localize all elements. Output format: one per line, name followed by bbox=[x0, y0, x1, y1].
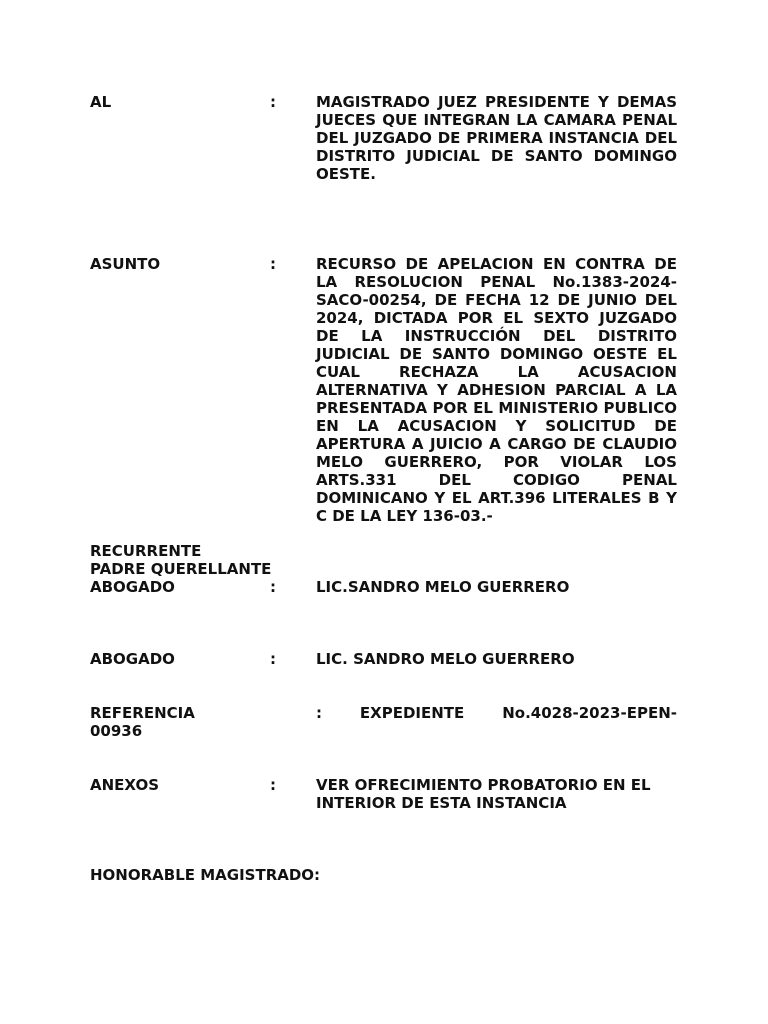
referencia-colon: : bbox=[316, 704, 322, 722]
abogado-2-label: ABOGADO bbox=[90, 650, 175, 668]
anexos-colon: : bbox=[270, 776, 276, 794]
referencia-continuation: 00936 bbox=[90, 722, 143, 740]
asunto-label: ASUNTO bbox=[90, 255, 161, 273]
abogado-2-colon: : bbox=[270, 650, 276, 668]
asunto-value: RECURSO DE APELACION EN CONTRA DE LA RESOLUCION PENAL No.1383-2024-SACO-00254, DE FECHA 12 DE JUNIO DEL 2024, DICTADA POR EL SEXTO JUZGADO DE LA INSTRUCCIÓN DEL DISTRITO JUDICIAL DE SANTO DOMINGO OESTE EL CUAL RECHAZA LA ACUSACION ALTERNATIVA Y ADHESION PARCIAL A LA PRESENTADA POR EL MINISTERIO PUBLICO EN LA ACUSACION Y SOLICITUD DE APERTURA A JUICIO A CARGO DE CLAUDIO MELO GUERRERO, POR VIOLAR LOS ARTS.331 DEL CODIGO PENAL DOMINICANO Y EL ART.396 LITERALES B Y C DE LA LEY 136-03.- bbox=[316, 255, 677, 525]
anexos-value: VER OFRECIMIENTO PROBATORIO EN EL INTERIOR DE ESTA INSTANCIA bbox=[316, 776, 651, 812]
anexos-label: ANEXOS bbox=[90, 776, 159, 794]
abogado-label: ABOGADO bbox=[90, 578, 175, 596]
recurrente-label: RECURRENTE bbox=[90, 542, 202, 560]
asunto-colon: : bbox=[270, 255, 276, 273]
al-label: AL bbox=[90, 93, 112, 111]
al-value: MAGISTRADO JUEZ PRESIDENTE Y DEMAS JUECES QUE INTEGRAN LA CAMARA PENAL DEL JUZGADO DE PRIMERA INSTANCIA DEL DISTRITO JUDICIAL DE SANTO DOMINGO OESTE. bbox=[316, 93, 677, 183]
padre-querellante-label: PADRE QUERELLANTE bbox=[90, 560, 272, 578]
referencia-number: No.4028-2023-EPEN- bbox=[502, 704, 677, 722]
abogado-2-value: LIC. SANDRO MELO GUERRERO bbox=[316, 650, 575, 668]
abogado-colon: : bbox=[270, 578, 276, 596]
abogado-value: LIC.SANDRO MELO GUERRERO bbox=[316, 578, 570, 596]
referencia-expediente: EXPEDIENTE bbox=[359, 704, 465, 722]
al-colon: : bbox=[270, 93, 276, 111]
salutation: HONORABLE MAGISTRADO: bbox=[90, 866, 321, 884]
referencia-label: REFERENCIA bbox=[90, 704, 195, 722]
referencia-line bbox=[316, 704, 677, 722]
